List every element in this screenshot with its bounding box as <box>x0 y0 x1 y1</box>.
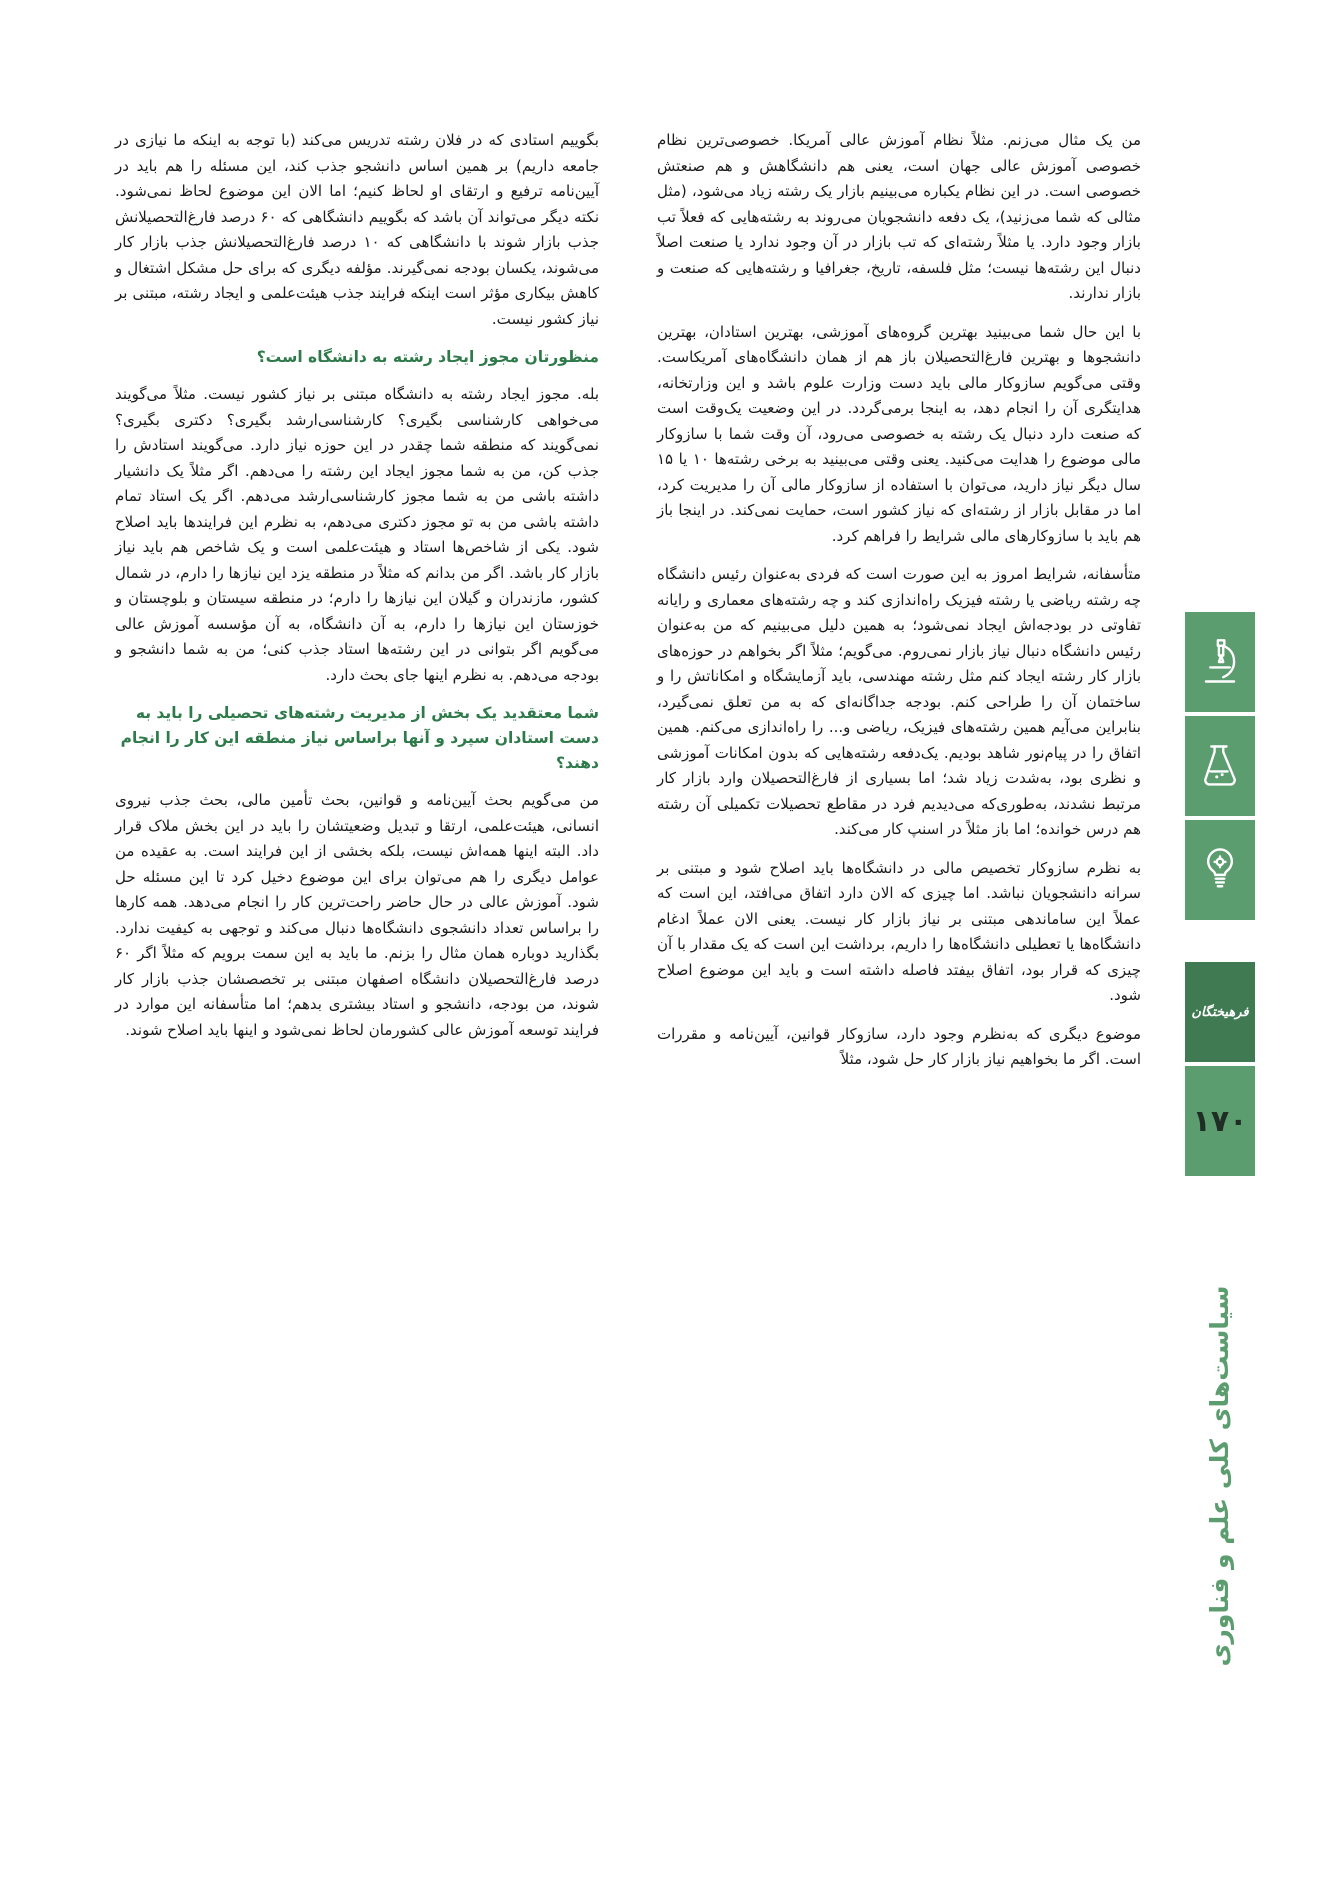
page-number: ۱۷۰ <box>1185 1066 1255 1176</box>
lightbulb-gear-icon <box>1185 820 1255 920</box>
brand-logo: فرهیختگان <box>1185 962 1255 1062</box>
section-title: سیاست‌های کلی علم و فناوری <box>1205 1285 1234 1667</box>
microscope-icon <box>1185 612 1255 712</box>
paragraph: من می‌گویم بحث آیین‌نامه و قوانین، بحث تأمین مالی، بحث جذب نیروی انسانی، هیئت‌علمی، ارتقا و تبدیل وضعیتشان را باید در این بخش ملاک قرار داد. البته اینها همه‌اش نیست، بلکه بخشی از این فرایند است. به عقیده من عوامل دیگری را هم می‌توان برای این موضوع دخیل کرد تا این مسئله حل شود. آموزش عالی در حال حاضر راحت‌ترین کار را انجام می‌دهد. همه کارها را براساس تعداد دانشجوی دانشگاه‌ها دنبال می‌کند و توجهی به کیفیت ندارد. بگذارید دوباره همان مثال را بزنم. ما باید به این سمت برویم که مثلاً اگر ۶۰ درصد فارغ‌التحصیلان دانشگاه اصفهان مبتنی بر تخصصشان جذب بازار کار شوند، من بودجه، دانشجو و استاد بیشتری بدهم؛ اما متأسفانه این موارد در فرایند توسعه آموزش عالی کشورمان لحاظ نمی‌شود و اینها باید اصلاح شوند. <box>115 791 599 1039</box>
paragraph: بگوییم استادی که در فلان رشته تدریس می‌کند (با توجه به اینکه ما نیازی در جامعه داریم) بر همین اساس دانشجو جذب کند، این مسئله را هم باید در آیین‌نامه ترفیع و ارتقای او لحاظ کنیم؛ اما الان این موضوع لحاظ نمی‌شود. نکته دیگر می‌تواند آن باشد که بگوییم دانشگاهی که ۶۰ درصد فارغ‌التحصیلانش جذب بازار شوند با دانشگاهی که ۱۰ درصد فارغ‌التحصیلانش جذب بازار کار می‌شوند، یکسان بودجه نمی‌گیرند. مؤلفه دیگری که برای حل مشکل اشتغال و کاهش بیکاری مؤثر است اینکه فرایند جذب هیئت‌علمی و ایجاد رشته، مبتنی بر نیاز کشور نیست. <box>115 131 599 328</box>
paragraph: با این حال شما می‌بینید بهترین گروه‌های آموزشی، بهترین استادان، بهترین دانشجوها و بهترین فارغ‌التحصیلان باز هم از همان دانشگاه‌های آمریکاست. وقتی می‌گویم سازوکار مالی باید دست وزارت علوم باشد و این وزارتخانه، هدایتگری آن را انجام دهد، به اینجا برمی‌گردد. در این وضعیت یک‌وقت است که صنعت دارد دنبال یک رشته به خصوصی می‌رود، آن وقت شما با سازوکار مالی موضوع را هدایت می‌کنید. یعنی وقتی می‌بینید به برخی رشته‌ها ۱۰ یا ۱۵ سال دیگر نیاز دارید، می‌توان با استفاده از سازوکار مالی آن را مدیریت کرد، اما در مقابل بازار از رشته‌ای که نیاز کشور است، حمایت نمی‌کند. در اینجا باز هم باید با سازوکارهای مالی شرایط را فراهم کرد. <box>657 322 1141 545</box>
paragraph: بله. مجوز ایجاد رشته به دانشگاه مبتنی بر نیاز کشور نیست. مثلاً می‌گویند می‌خواهی کارشناسی بگیری؟ کارشناسی‌ارشد بگیری؟ دکتری بگیری؟ نمی‌گویند که منطقه شما چقدر در این حوزه نیاز دارد. می‌گویند استادش را جذب کن، من به شما مجوز ایجاد این رشته را می‌دهم. اگر مثلاً یک دانشیار داشته باشی من به شما مجوز کارشناسی‌ارشد می‌دهم. اگر یک استاد تمام داشته باشی من به تو مجوز دکتری می‌دهم، به نظرم این فرایندها باید اصلاح شود. یکی از شاخص‌ها استاد و هیئت‌علمی است و یک شاخص هم باید نیاز بازار کار باشد. اگر من بدانم که مثلاً در منطقه یزد این نیازها را دارم، در شمال کشور، مازندران و گیلان این نیازها را دارم؛ در منطقه سیستان و بلوچستان و خوزستان این نیازها را دارم، به آن دانشگاه، به آن مؤسسه آموزش عالی می‌گویم اگر بتوانی در این رشته‌ها استاد جذب کنی؛ من به شما دانشجو و بودجه می‌دهم. به نظرم اینها جای بحث دارد. <box>115 385 599 684</box>
paragraph: متأسفانه، شرایط امروز به این صورت است که فردی به‌عنوان رئیس دانشگاه چه رشته ریاضی یا رشته فیزیک راه‌اندازی کند و چه رشته‌های معماری و رایانه تفاوتی در بودجه‌اش ایجاد نمی‌شود؛ به همین دلیل می‌بینیم که من به‌عنوان رئیس دانشگاه دنبال نیاز بازار نمی‌روم. می‌گویم؛ مثلاً اگر بخواهم در حوزه‌های بازار کار رشته ایجاد کنم مثل رشته مهندسی، باید آزمایشگاه و امکاناتش را و ساختمان آن را طراحی کنم. بودجه جداگانه‌ای که به من تعلق نمی‌گیرد، بنابراین می‌آیم همین رشته‌های فیزیک، ریاضی و... را راه‌اندازی می‌کنم. همین اتفاق را در پیام‌نور شاهد بودیم. یک‌دفعه رشته‌هایی که بدون امکانات آموزشی و نظری بود، به‌شدت زیاد شد؛ اما بسیاری از فارغ‌التحصیلان وارد بازار کار مرتبط نشدند، به‌طوری‌که می‌دیدیم فرد در مقاطع تحصیلات تکمیلی آن رشته هم درس خوانده؛ اما باز مثلاً در اسنپ کار می‌کند. <box>657 565 1141 838</box>
interview-question: منظورتان مجوز ایجاد رشته به دانشگاه است؟ <box>256 348 599 366</box>
text-column-right <box>657 128 1141 1086</box>
text-column-left <box>115 128 599 1056</box>
section-title-area <box>1198 1216 1242 1736</box>
paragraph: موضوع دیگری که به‌نظرم وجود دارد، سازوکار قوانین، آیین‌نامه و مقررات است. اگر ما بخواهیم نیاز بازار کار حل شود، مثلاً <box>657 1024 1141 1068</box>
chemistry-flask-icon <box>1185 716 1255 816</box>
sidebar <box>1185 612 1255 1176</box>
paragraph: من یک مثال می‌زنم. مثلاً نظام آموزش عالی آمریکا. خصوصی‌ترین نظام خصوصی آموزش عالی جهان است، یعنی هم دانشگاهش و هم صنعتش خصوصی است. در این نظام یکباره می‌بینیم بازار یک رشته زیاد می‌شود، (مثل مثالی که شما می‌زنید)، یک دفعه دانشجویان می‌روند به رشته‌هایی که فعلاً تب بازار وجود دارد. یا مثلاً رشته‌ای که تب بازار در آن وجود ندارد یا صنعت اصلاً دنبال این رشته‌ها نیست؛ مثل فلسفه، تاریخ، جغرافیا و رشته‌هایی که صنعت و بازار ندارند. <box>657 131 1141 302</box>
paragraph: به نظرم سازوکار تخصیص مالی در دانشگاه‌ها باید اصلاح شود و مبتنی بر سرانه دانشجویان نباشد. اما چیزی که الان دارد اتفاق می‌افتد، این است که عملاً این ساماندهی مبتنی بر نیاز بازار کار نیست. یعنی الان عملاً ادغام دانشگاه‌ها یا تعطیلی دانشگاه‌ها را داریم، برداشت این است که یک مقدار با آن چیزی که قرار بود، اتفاق بیفتد فاصله داشته است و باید این موضوع اصلاح شود. <box>657 858 1141 1004</box>
interview-question: شما معتقدید یک بخش از مدیریت رشته‌های تحصیلی را باید به دست استادان سپرد و آنها براساس نیاز منطقه این کار را انجام دهند؟ <box>120 704 599 772</box>
